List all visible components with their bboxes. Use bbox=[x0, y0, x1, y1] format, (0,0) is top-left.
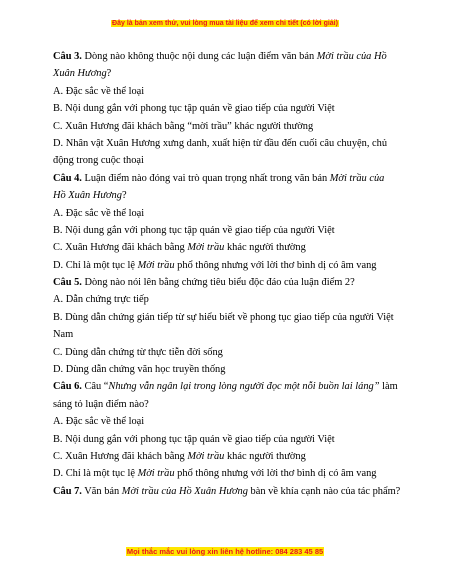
option-c: C. Xuân Hương đãi khách bằng Mời trầu khác người thường bbox=[53, 242, 306, 254]
question-label: Câu 7. bbox=[53, 485, 82, 497]
question-6: Câu 6. Câu “Nhưng vẫn ngân lại trong lòng người đọc một nỗi buồn lai láng” làm bbox=[53, 381, 398, 393]
option-d: D. Chỉ là một tục lệ Mời trầu phổ thông nhưng với lời thơ bình dị có âm vang bbox=[53, 468, 377, 480]
question-label: Câu 3. bbox=[53, 51, 82, 62]
option-c: C. Xuân Hương đãi khách bằng “mời trầu” khác người thường bbox=[53, 120, 314, 132]
question-5: Câu 5. Dòng nào nói lên bằng chứng tiêu biểu độc đáo của luận điểm 2? bbox=[53, 277, 355, 289]
question-label: Câu 5. bbox=[53, 277, 82, 289]
option-c: C. Dùng dẫn chứng từ thực tiễn đời sống bbox=[53, 346, 223, 358]
option-b: B. Nội dung gắn với phong tục tập quán về giao tiếp của người Việt bbox=[53, 433, 335, 445]
option-d-continued: động trong cuộc thoại bbox=[53, 155, 144, 167]
option-b: B. Nội dung gắn với phong tục tập quán về giao tiếp của người Việt bbox=[53, 224, 335, 236]
option-a: A. Dẫn chứng trực tiếp bbox=[53, 294, 149, 306]
option-d: D. Dùng dẫn chứng văn học truyền thống bbox=[53, 364, 226, 376]
preview-notice-banner: Đây là bản xem thử, vui lòng mua tài liệu để xem chi tiết (có lời giải) bbox=[112, 20, 338, 27]
question-3: Câu 3. Dòng nào không thuộc nội dung các luận điểm văn bản Mời trầu của Hồ bbox=[53, 51, 387, 62]
option-a: A. Đặc sắc về thể loại bbox=[53, 207, 145, 219]
option-b: B. Nội dung gắn với phong tục tập quán về giao tiếp của người Việt bbox=[53, 103, 335, 115]
option-d: D. Chỉ là một tục lệ Mời trầu phổ thông nhưng với lời thơ bình dị có âm vang bbox=[53, 259, 377, 271]
option-a: A. Đặc sắc về thể loại bbox=[53, 416, 145, 428]
option-b: B. Dùng dẫn chứng gián tiếp từ sự hiểu biết về phong tục giao tiếp của người Việt bbox=[53, 311, 394, 323]
question-label: Câu 4. bbox=[53, 172, 82, 184]
option-b-continued: Nam bbox=[53, 329, 74, 341]
document-content: Câu 3. Dòng nào không thuộc nội dung các luận điểm văn bản Mời trầu của Hồ Xuân Hương? A. Đặc sắc về thể loại B. Nội dung gắn với phong tục tập quán về giao tiếp của người Việt C. Xuân Hương đãi khách bằng “mời trầu” khác người thường D. Nhân vật Xuân Hương xưng danh, xuất hiện từ đầu đến cuối câu chuyện, chủ động trong cuộc thoại Câu 4. Luận điểm nào đóng vai trò quan trọng nhất trong văn bản Mời trầu của Hồ Xuân Hương? A. Đặc sắc về thể loại B. Nội dung gắn với phong tục tập quán về giao tiếp của người Việt C. Xuân Hương đãi khách bằng Mời trầu khác người thường D. Chỉ là một tục lệ Mời trầu phổ thông nhưng với lời thơ bình dị có âm vang Câu 5. Dòng nào nói lên bằng chứng tiêu biểu độc đáo của luận điểm 2? A. Dẫn chứng trực tiếp B. Dùng dẫn chứng gián tiếp từ sự hiểu biết về phong tục giao tiếp của người Việt Nam C. Dùng dẫn chứng từ thực tiễn đời sống D. Dùng dẫn chứng văn học truyền thống Câu 6. Câu “Nhưng vẫn ngân lại trong lòng người đọc một nỗi buồn lai láng” làm sáng tỏ luận điểm nào? A. Đặc sắc về thể loại B. Nội dung gắn với phong tục tập quán về giao tiếp của người Việt C. Xuân Hương đãi khách bằng Mời trầu khác người thường D. Chỉ là một tục lệ Mời trầu phổ thông nhưng với lời thơ bình dị có âm vang Câu 7. Văn bản Mời trầu của Hồ Xuân Hương bàn về khía cạnh nào của tác phẩm? bbox=[53, 48, 405, 500]
hotline-banner: Mọi thắc mắc vui lòng xin liên hệ hotline: 084 283 45 85 bbox=[126, 547, 324, 556]
question-7: Câu 7. Văn bản Mời trầu của Hồ Xuân Hương bàn về khía cạnh nào của tác phẩm? bbox=[53, 485, 401, 497]
option-d: D. Nhân vật Xuân Hương xưng danh, xuất hiện từ đầu đến cuối câu chuyện, chủ bbox=[53, 137, 388, 149]
option-a: A. Đặc sắc về thể loại bbox=[53, 85, 145, 97]
question-4: Câu 4. Luận điểm nào đóng vai trò quan trọng nhất trong văn bản Mời trầu của bbox=[53, 172, 385, 184]
question-label: Câu 6. bbox=[53, 381, 82, 393]
option-c: C. Xuân Hương đãi khách bằng Mời trầu khác người thường bbox=[53, 450, 306, 462]
